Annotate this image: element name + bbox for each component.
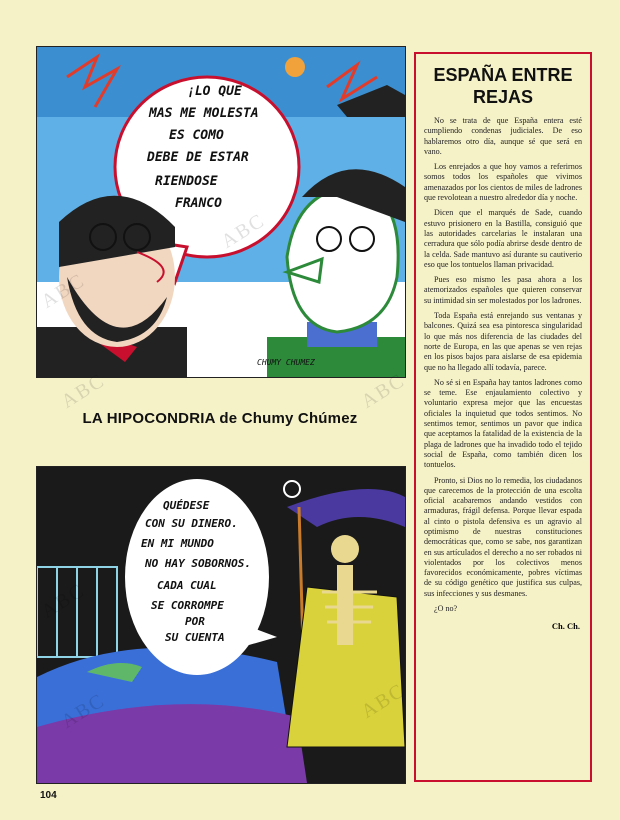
speech-line: ¡LO QUE — [187, 84, 242, 99]
article-title: ESPAÑA ENTRE REJAS — [433, 65, 573, 107]
speech-line: MAS ME MOLESTA — [149, 106, 259, 121]
watermark: ABC — [357, 369, 410, 413]
cartoon-top-drawing — [37, 47, 405, 377]
cartoon-bottom — [36, 466, 406, 784]
article-paragraph: Pues eso mismo les pasa ahora a los atemorizados españoles que quieren conservar su intimidad sin ser molestados por los ladrones. — [424, 275, 582, 305]
article-paragraph: ¿O no? — [434, 604, 458, 614]
speech-line: QUÉDESE — [163, 499, 210, 512]
speech-line: CON SU DINERO. — [145, 517, 238, 530]
speech-line: POR — [185, 615, 205, 628]
speech-line: SU CUENTA — [165, 631, 225, 644]
speech-line: SE CORROMPE — [151, 599, 224, 612]
cartoon-bottom-drawing — [37, 467, 405, 783]
article-paragraph: No sé si en España hay tantos ladrones como se teme. Ese enjaulamiento colectivo y voluntario expresa mejor que las encuestas oficiales la inquietud que todos sentimos. No sentimos temor, sentimos un pavor que indica que aceptamos la fatalidad de la existencia de la plaga de ladrones que ha invadido todo el tejido social de España, como también dicen los tontuelos. — [424, 377, 582, 470]
article-paragraph: Pronto, si Dios no lo remedia, los ciudadanos que carecemos de la protección de una escolta oficial acabaremos andando vestidos con armaduras, frágil defensa. Porque llevar espada al cinto o pistola defensiva es un agravio al optimismo de nuestras constituciones democráticas que, como se sabe, nos garantizan en sus artículados el derecho a no ser robados ni violentados por los colectivos menos favorecidos económicamente, pobres víctimas de su código genético que justifica sus culpas, sus infecciones y sus desmanes. — [424, 475, 582, 598]
article-paragraph: Toda España está enrejando sus ventanas y balcones. Quizá sea esa pintoresca singularidad lo que más nos diferencia de las ciudades del norte de Europa, en las que apenas se ven rejas en los pisos bajos para aislarse de esa epidemia que no ha llegado allí todavía, parece. — [424, 311, 582, 372]
article-signature: Ch. Ch. — [551, 621, 580, 632]
opinion-column — [414, 52, 592, 782]
speech-line: EN MI MUNDO — [141, 537, 214, 550]
speech-line: DEBE DE ESTAR — [147, 150, 249, 165]
page-number: 104 — [40, 790, 57, 801]
speech-line: FRANCO — [175, 196, 222, 211]
article-paragraph: Dicen que el marqués de Sade, cuando estuvo prisionero en la Bastilla, consiguió que las autoridades carcelarias le instalaran una cerradura que sólo podía abrirse desde dentro de la celda. Sade mantuvo así durante su cautiverio eso que los tontuelos llaman privacidad. — [424, 208, 582, 269]
artist-signature: CHUMY CHUMEZ — [257, 358, 315, 367]
watermark: ABC — [57, 369, 110, 413]
speech-line: RIENDOSE — [155, 174, 218, 189]
article-paragraph: No se trata de que España entera esté cumpliendo condenas judiciales. De eso hablaremos otro día, aunque sé que será en vano. — [424, 116, 582, 156]
cartoon-caption: LA HIPOCONDRIA de Chumy Chúmez — [82, 410, 358, 427]
cartoon-top — [36, 46, 406, 378]
article-body — [416, 116, 590, 614]
speech-line: ES COMO — [169, 128, 224, 143]
speech-line: CADA CUAL — [157, 579, 217, 592]
article-paragraph: Los enrejados a que hoy vamos a referirnos somos todos los españoles que vivimos amenazados por los cientos de miles de ladrones que revolotean a nuestro alrededor día y noche. — [424, 162, 582, 203]
sun-icon — [285, 57, 305, 77]
speech-line: NO HAY SOBORNOS. — [145, 557, 251, 570]
